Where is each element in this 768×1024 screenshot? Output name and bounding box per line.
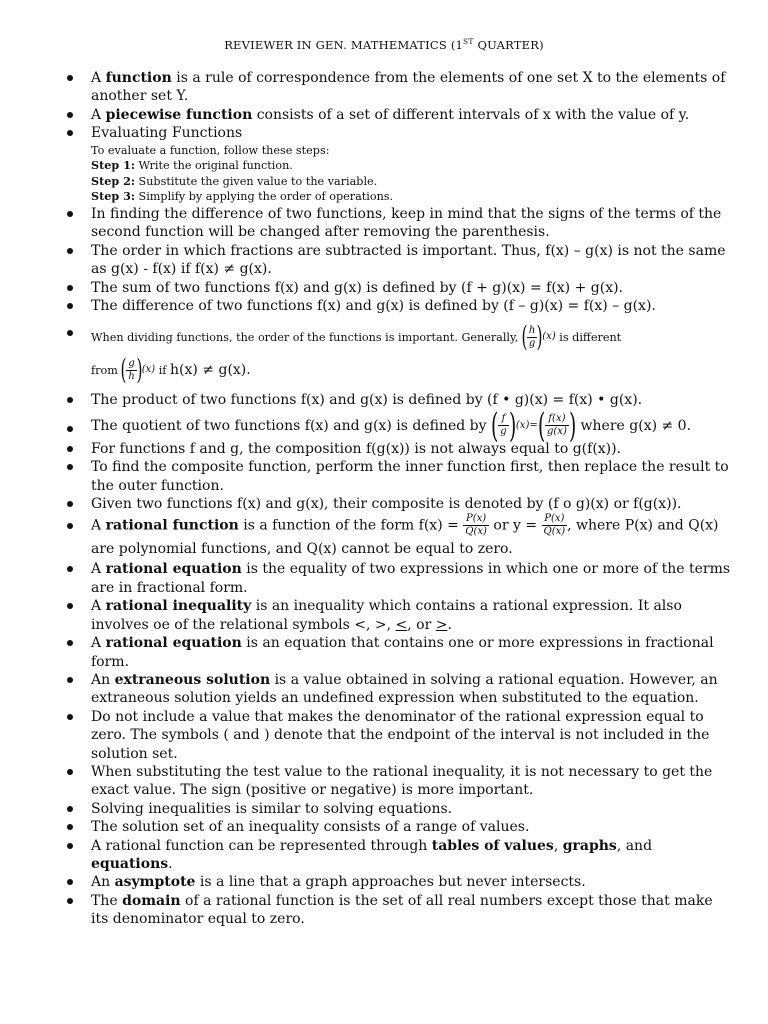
list-item: The quotient of two functions f(x) and g(x) is defined by ( $\frac{f}{g}$ )(x)=( $\frac{f(x)}{g(x)}$ ) where g(x) ≠ 0. — [91, 412, 731, 440]
fraction: $\frac{f}{g}$ — [500, 413, 507, 438]
bullet-icon — [67, 603, 73, 609]
bullet-icon — [67, 501, 73, 507]
list-item: Do not include a value that makes the denominator of the rational expression equal to zero. The symbols ( and ) denote that the endpoint of the interval is not included in the solution set. — [91, 708, 731, 763]
list-item: A rational equation is the equality of two expressions in which one or more of the terms are in fractional form. — [91, 560, 731, 597]
bullet-icon — [67, 112, 73, 118]
list-item: A function is a rule of correspondence from the elements of one set X to the elements of another set Y. — [91, 69, 731, 106]
list-item: A rational inequality is an inequality which contains a rational expression. It also involves oe of the relational symbols <, >, <, or >. — [91, 597, 731, 634]
bullet-icon — [67, 677, 73, 683]
fraction: $\frac{g}{h}$ — [128, 357, 135, 382]
list-item: Evaluating Functions To evaluate a function, follow these steps: Step 1: Write the original function. Step 2: Substitute the given value to the variable. Step 3: Simplify by applying the order of operations. — [91, 124, 731, 205]
list-item: When dividing functions, the order of the functions is important. Generally, ( $\frac{h}{g}$ )(x) is different from ( $\frac{g}{h}$ )(x) if h(x) ≠ g(x). — [91, 321, 731, 387]
list-item: A rational function is a function of the form f(x) = $\frac{P(x)}{Q(x)}$ or y = $\frac{P(x)}{Q(x)}$ , where P(x) and Q(x) are polynomial functions, and Q(x) cannot be equal to zero. — [91, 513, 731, 560]
bullet-icon — [67, 843, 73, 849]
list-item: The solution set of an inequality consists of a range of values. — [91, 818, 731, 836]
bullet-icon — [67, 523, 73, 529]
bullet-icon — [67, 769, 73, 775]
fraction: $\frac{h}{g}$ — [528, 324, 536, 349]
list-item: Given two functions f(x) and g(x), their composite is denoted by (f o g)(x) or f(g(x)). — [91, 495, 731, 513]
bullet-icon — [67, 75, 73, 81]
page-title: REVIEWER IN GEN. MATHEMATICS (1ST QUARTER) — [224, 37, 544, 52]
list-item: A rational equation is an equation that contains one or more expressions in fractional form. — [91, 634, 731, 671]
bullet-icon — [67, 566, 73, 572]
bullet-list — [91, 69, 731, 929]
evaluation-steps: To evaluate a function, follow these steps: Step 1: Write the original function. Step 2: Substitute the given value to the variable. Step 3: Simplify by applying the order of operations. — [91, 143, 394, 204]
list-item: The order in which fractions are subtracted is important. Thus, f(x) – g(x) is not the same as g(x) - f(x) if f(x) ≠ g(x). — [91, 242, 731, 279]
bullet-icon — [67, 446, 73, 452]
list-item: The domain of a rational function is the set of all real numbers except those that make its denominator equal to zero. — [91, 892, 731, 929]
list-item: A rational function can be represented through tables of values, graphs, and equations. — [91, 837, 731, 874]
list-item: When substituting the test value to the rational inequality, it is not necessary to get the exact value. The sign (positive or negative) is more important. — [91, 763, 731, 800]
list-item: The difference of two functions f(x) and g(x) is defined by (f – g)(x) = f(x) – g(x). — [91, 297, 731, 315]
list-item: The product of two functions f(x) and g(x) is defined by (f • g)(x) = f(x) • g(x). — [91, 391, 731, 409]
bullet-icon — [67, 640, 73, 646]
fraction: $\frac{P(x)}{Q(x)}$ — [543, 513, 566, 538]
bullet-icon — [67, 130, 73, 136]
bullet-icon — [67, 426, 73, 432]
list-item: An asymptote is a line that a graph approaches but never intersects. — [91, 873, 731, 891]
list-item: An extraneous solution is a value obtained in solving a rational equation. However, an extraneous solution yields an undefined expression when substituted to the equation. — [91, 671, 731, 708]
bullet-icon — [67, 898, 73, 904]
fraction: $\frac{f(x)}{g(x)}$ — [547, 413, 567, 438]
bullet-icon — [67, 330, 73, 336]
list-item: The sum of two functions f(x) and g(x) is defined by (f + g)(x) = f(x) + g(x). — [91, 279, 731, 297]
list-item: Solving inequalities is similar to solving equations. — [91, 800, 731, 818]
fraction: $\frac{P(x)}{Q(x)}$ — [465, 513, 487, 538]
bullet-icon — [67, 806, 73, 812]
bullet-icon — [67, 714, 73, 720]
list-item: To find the composite function, perform the inner function first, then replace the result to the outer function. — [91, 458, 731, 495]
bullet-icon — [67, 824, 73, 830]
list-item: In finding the difference of two functions, keep in mind that the signs of the terms of the second function will be changed after removing the parenthesis. — [91, 205, 731, 242]
bullet-icon — [67, 303, 73, 309]
bullet-icon — [67, 464, 73, 470]
bullet-icon — [67, 397, 73, 403]
bullet-icon — [67, 879, 73, 885]
bullet-icon — [67, 211, 73, 217]
list-item: For functions f and g, the composition f(g(x)) is not always equal to g(f(x)). — [91, 440, 731, 458]
list-item: A piecewise function consists of a set of different intervals of x with the value of y. — [91, 106, 731, 124]
bullet-icon — [67, 248, 73, 254]
bullet-icon — [67, 285, 73, 291]
